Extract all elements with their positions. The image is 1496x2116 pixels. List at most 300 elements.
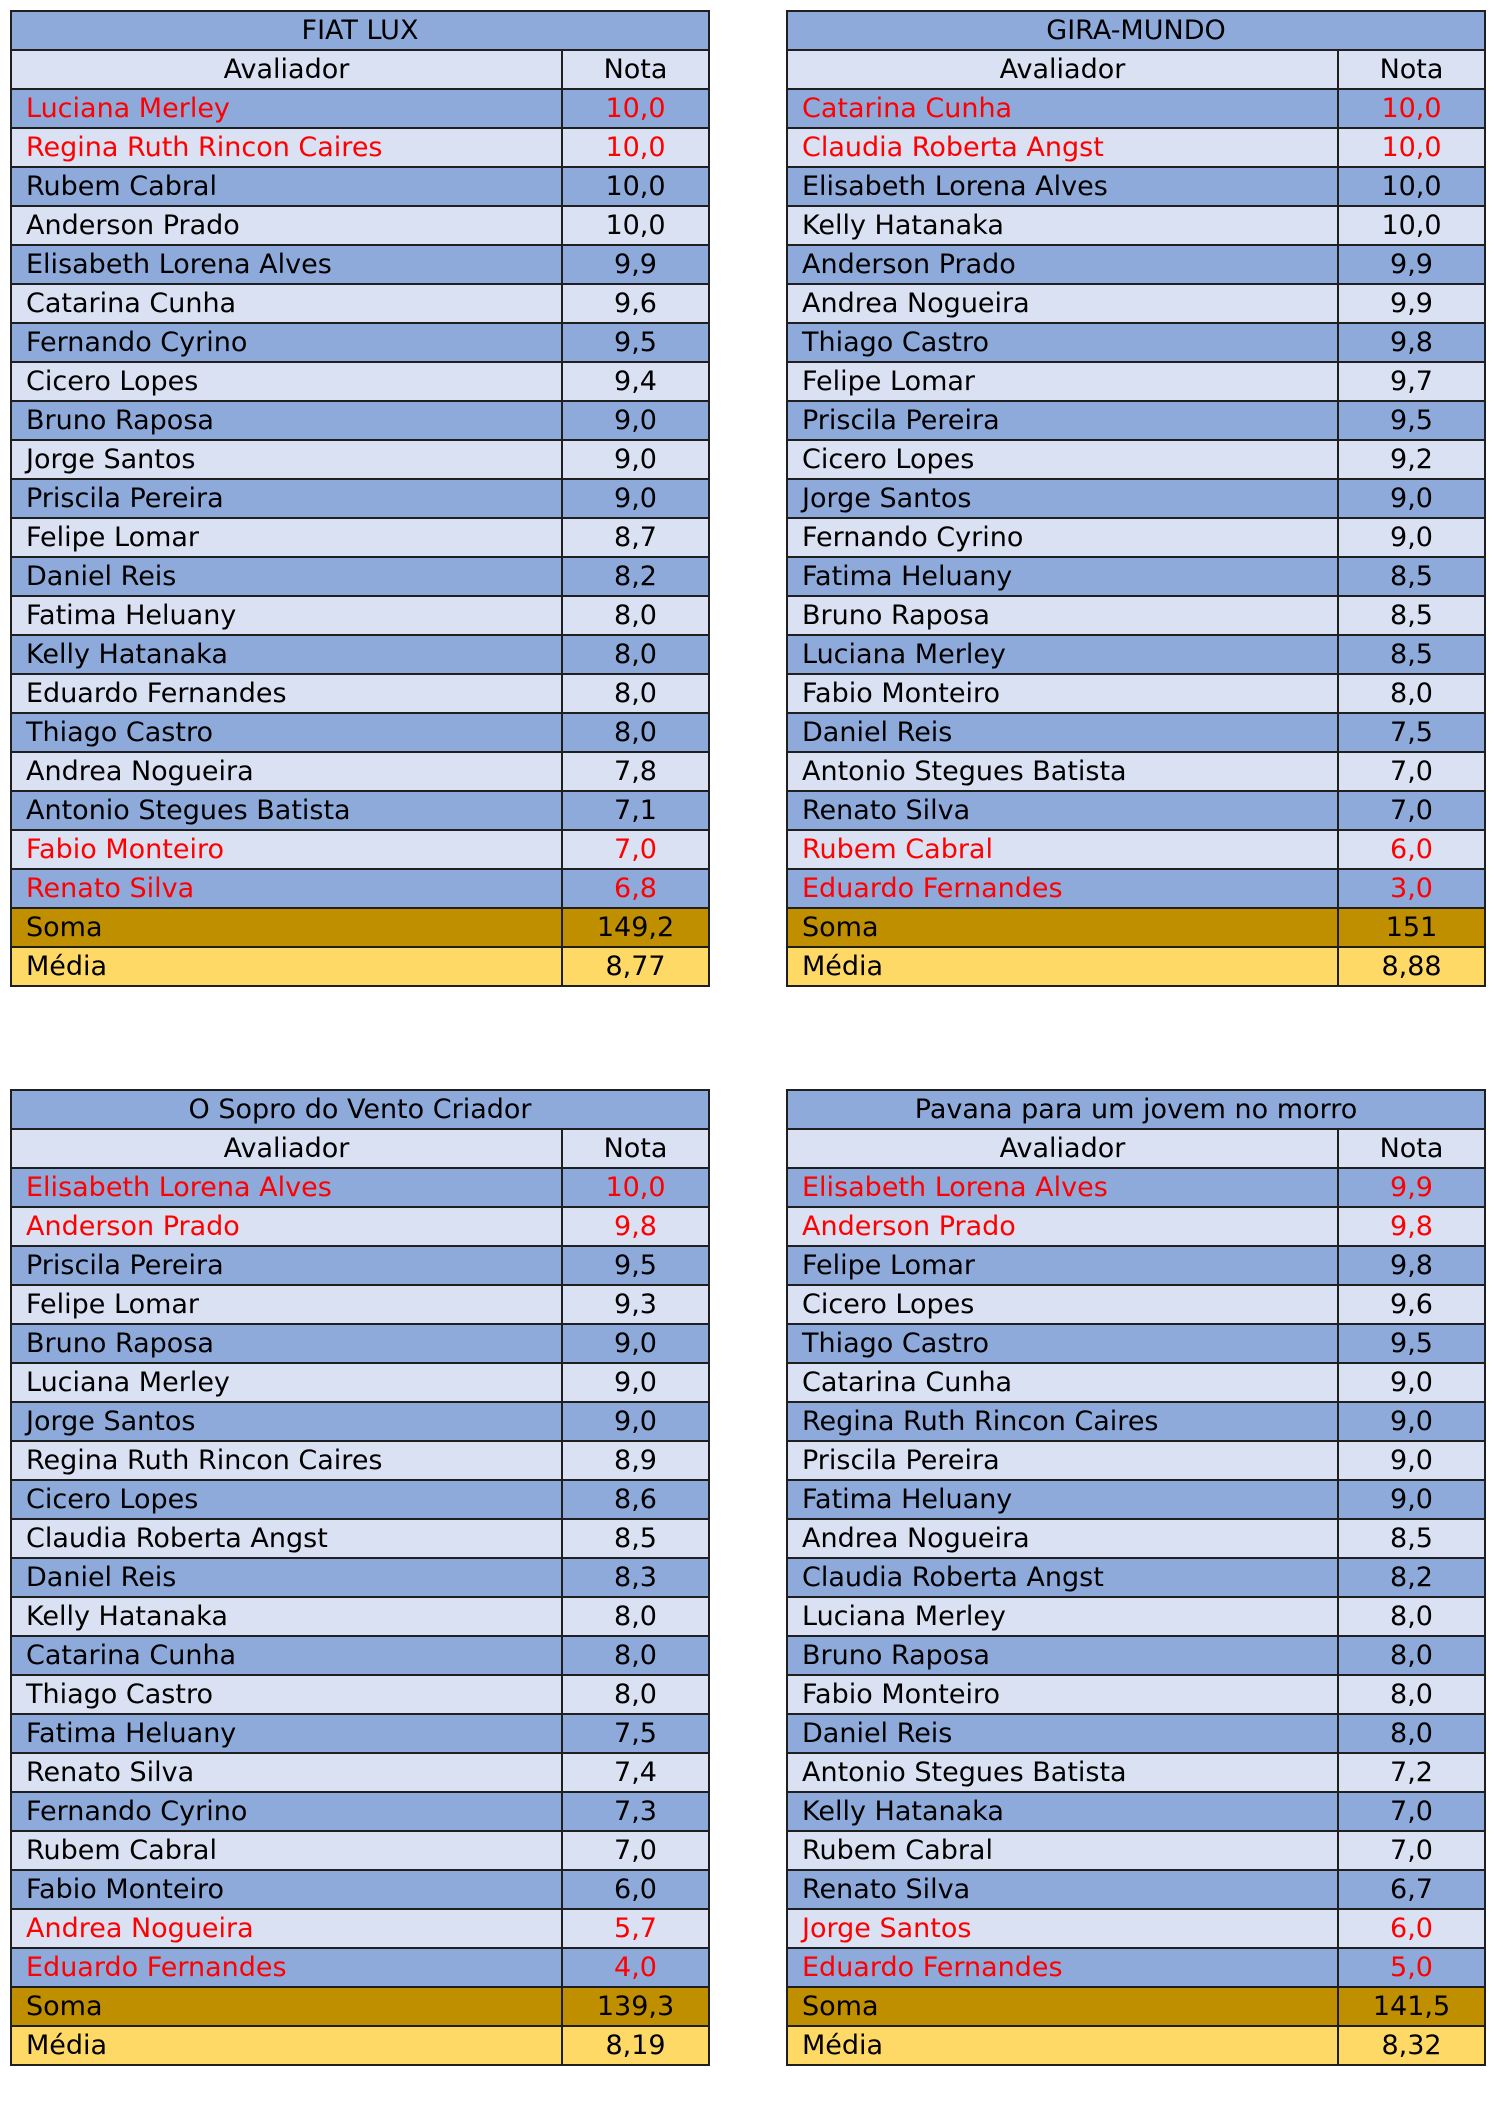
score-table-fiat-lux xyxy=(10,10,710,987)
evaluator-name: Renato Silva xyxy=(787,791,1338,830)
evaluator-score: 6,8 xyxy=(562,869,709,908)
table-row xyxy=(787,1753,1485,1792)
column-header-evaluator: Avaliador xyxy=(787,50,1338,89)
evaluator-name: Cicero Lopes xyxy=(11,1480,562,1519)
table-title: FIAT LUX xyxy=(11,11,709,50)
evaluator-score: 7,1 xyxy=(562,791,709,830)
evaluator-name: Luciana Merley xyxy=(11,1363,562,1402)
evaluator-name: Catarina Cunha xyxy=(11,1636,562,1675)
score-table-gira-mundo xyxy=(786,10,1486,987)
average-row xyxy=(787,947,1485,986)
evaluator-score: 6,7 xyxy=(1338,1870,1485,1909)
evaluator-score: 4,0 xyxy=(562,1948,709,1987)
evaluator-score: 9,8 xyxy=(1338,1246,1485,1285)
evaluator-score: 9,0 xyxy=(1338,518,1485,557)
table-row xyxy=(11,89,709,128)
table-row xyxy=(11,752,709,791)
evaluator-score: 8,2 xyxy=(562,557,709,596)
evaluator-score: 8,5 xyxy=(1338,635,1485,674)
evaluator-score: 8,0 xyxy=(562,1675,709,1714)
evaluator-score: 6,0 xyxy=(562,1870,709,1909)
average-label: Média xyxy=(11,947,562,986)
evaluator-score: 8,0 xyxy=(1338,1597,1485,1636)
evaluator-name: Luciana Merley xyxy=(787,635,1338,674)
evaluator-score: 9,2 xyxy=(1338,440,1485,479)
evaluator-score: 9,0 xyxy=(1338,479,1485,518)
table-title: GIRA-MUNDO xyxy=(787,11,1485,50)
table-row xyxy=(11,1519,709,1558)
sum-value: 149,2 xyxy=(562,908,709,947)
evaluator-score: 8,0 xyxy=(1338,1714,1485,1753)
table-row xyxy=(787,1168,1485,1207)
table-row xyxy=(787,713,1485,752)
evaluator-name: Eduardo Fernandes xyxy=(11,674,562,713)
evaluator-name: Thiago Castro xyxy=(787,323,1338,362)
table-title: Pavana para um jovem no morro xyxy=(787,1090,1485,1129)
evaluator-name: Priscila Pereira xyxy=(11,1246,562,1285)
evaluator-score: 9,6 xyxy=(1338,1285,1485,1324)
evaluator-score: 10,0 xyxy=(1338,89,1485,128)
evaluator-name: Cicero Lopes xyxy=(787,440,1338,479)
table-row xyxy=(11,1402,709,1441)
table-row xyxy=(11,1831,709,1870)
table-row xyxy=(11,245,709,284)
evaluator-name: Claudia Roberta Angst xyxy=(11,1519,562,1558)
evaluator-score: 9,5 xyxy=(1338,1324,1485,1363)
evaluator-name: Daniel Reis xyxy=(11,557,562,596)
table-row xyxy=(787,791,1485,830)
table-row xyxy=(11,1870,709,1909)
evaluator-name: Renato Silva xyxy=(787,1870,1338,1909)
evaluator-name: Bruno Raposa xyxy=(787,596,1338,635)
evaluator-score: 9,0 xyxy=(562,1363,709,1402)
evaluator-score: 8,0 xyxy=(562,596,709,635)
evaluator-name: Priscila Pereira xyxy=(787,401,1338,440)
table-row xyxy=(787,362,1485,401)
evaluator-name: Regina Ruth Rincon Caires xyxy=(11,128,562,167)
table-header-row xyxy=(11,50,709,89)
table-row xyxy=(11,1597,709,1636)
evaluator-score: 9,8 xyxy=(562,1207,709,1246)
sum-label: Soma xyxy=(787,908,1338,947)
evaluator-name: Eduardo Fernandes xyxy=(11,1948,562,1987)
evaluator-name: Cicero Lopes xyxy=(787,1285,1338,1324)
table-header-row xyxy=(11,1129,709,1168)
sum-value: 139,3 xyxy=(562,1987,709,2026)
table-row xyxy=(787,1558,1485,1597)
evaluator-name: Felipe Lomar xyxy=(11,518,562,557)
sum-row xyxy=(787,908,1485,947)
evaluator-score: 8,2 xyxy=(1338,1558,1485,1597)
table-row xyxy=(787,635,1485,674)
average-row xyxy=(11,2026,709,2065)
table-row xyxy=(787,284,1485,323)
evaluator-name: Antonio Stegues Batista xyxy=(787,752,1338,791)
sum-label: Soma xyxy=(11,1987,562,2026)
evaluator-name: Catarina Cunha xyxy=(11,284,562,323)
evaluator-name: Luciana Merley xyxy=(787,1597,1338,1636)
table-row xyxy=(787,1207,1485,1246)
evaluator-name: Antonio Stegues Batista xyxy=(11,791,562,830)
evaluator-name: Fatima Heluany xyxy=(11,1714,562,1753)
evaluator-name: Priscila Pereira xyxy=(11,479,562,518)
evaluator-score: 7,0 xyxy=(1338,752,1485,791)
evaluator-score: 8,6 xyxy=(562,1480,709,1519)
table-row xyxy=(787,869,1485,908)
evaluator-score: 8,0 xyxy=(562,1636,709,1675)
table-row xyxy=(11,791,709,830)
table-row xyxy=(787,128,1485,167)
table-row xyxy=(11,1207,709,1246)
evaluator-score: 5,7 xyxy=(562,1909,709,1948)
evaluator-score: 8,0 xyxy=(562,674,709,713)
evaluator-name: Fabio Monteiro xyxy=(787,1675,1338,1714)
table-row xyxy=(11,830,709,869)
evaluator-score: 7,0 xyxy=(1338,1831,1485,1870)
table-row xyxy=(11,635,709,674)
evaluator-name: Kelly Hatanaka xyxy=(11,635,562,674)
table-row xyxy=(787,1675,1485,1714)
evaluator-score: 3,0 xyxy=(1338,869,1485,908)
table-row xyxy=(11,1753,709,1792)
table-row xyxy=(787,1324,1485,1363)
evaluator-score: 9,9 xyxy=(562,245,709,284)
evaluator-name: Fabio Monteiro xyxy=(11,830,562,869)
evaluator-name: Fabio Monteiro xyxy=(787,674,1338,713)
evaluator-name: Daniel Reis xyxy=(11,1558,562,1597)
table-row xyxy=(11,1324,709,1363)
average-row xyxy=(11,947,709,986)
evaluator-score: 7,2 xyxy=(1338,1753,1485,1792)
evaluator-name: Eduardo Fernandes xyxy=(787,869,1338,908)
table-row xyxy=(787,323,1485,362)
sum-value: 151 xyxy=(1338,908,1485,947)
evaluator-score: 9,4 xyxy=(562,362,709,401)
average-label: Média xyxy=(787,2026,1338,2065)
evaluator-score: 8,0 xyxy=(1338,1675,1485,1714)
evaluator-score: 9,9 xyxy=(1338,245,1485,284)
evaluator-name: Regina Ruth Rincon Caires xyxy=(11,1441,562,1480)
evaluator-score: 7,5 xyxy=(562,1714,709,1753)
table-header-row xyxy=(787,1129,1485,1168)
evaluator-score: 9,0 xyxy=(562,440,709,479)
table-row xyxy=(11,401,709,440)
evaluator-name: Daniel Reis xyxy=(787,1714,1338,1753)
table-row xyxy=(11,1168,709,1207)
evaluator-score: 6,0 xyxy=(1338,830,1485,869)
table-row xyxy=(787,674,1485,713)
sum-label: Soma xyxy=(11,908,562,947)
table-row xyxy=(787,1519,1485,1558)
evaluator-score: 8,0 xyxy=(562,635,709,674)
table-row xyxy=(787,1792,1485,1831)
column-header-evaluator: Avaliador xyxy=(787,1129,1338,1168)
evaluator-name: Kelly Hatanaka xyxy=(11,1597,562,1636)
evaluator-score: 10,0 xyxy=(1338,128,1485,167)
table-row xyxy=(11,713,709,752)
table-row xyxy=(11,284,709,323)
evaluator-score: 7,4 xyxy=(562,1753,709,1792)
evaluator-name: Anderson Prado xyxy=(11,1207,562,1246)
evaluator-score: 9,5 xyxy=(562,323,709,362)
evaluator-name: Bruno Raposa xyxy=(11,1324,562,1363)
evaluator-name: Daniel Reis xyxy=(787,713,1338,752)
evaluator-name: Fatima Heluany xyxy=(11,596,562,635)
evaluator-score: 9,9 xyxy=(1338,284,1485,323)
evaluator-score: 7,3 xyxy=(562,1792,709,1831)
table-row xyxy=(11,1441,709,1480)
evaluator-score: 10,0 xyxy=(1338,206,1485,245)
evaluator-name: Fatima Heluany xyxy=(787,557,1338,596)
evaluator-name: Andrea Nogueira xyxy=(11,752,562,791)
evaluator-name: Antonio Stegues Batista xyxy=(787,1753,1338,1792)
evaluator-name: Fernando Cyrino xyxy=(787,518,1338,557)
evaluator-name: Claudia Roberta Angst xyxy=(787,128,1338,167)
evaluator-name: Felipe Lomar xyxy=(787,1246,1338,1285)
table-row xyxy=(787,206,1485,245)
table-row xyxy=(11,674,709,713)
table-row xyxy=(787,596,1485,635)
average-value: 8,77 xyxy=(562,947,709,986)
evaluator-score: 9,5 xyxy=(562,1246,709,1285)
evaluator-score: 8,0 xyxy=(562,1597,709,1636)
table-row xyxy=(11,1675,709,1714)
evaluator-name: Claudia Roberta Angst xyxy=(787,1558,1338,1597)
evaluator-score: 9,6 xyxy=(562,284,709,323)
sum-row xyxy=(11,908,709,947)
evaluator-name: Andrea Nogueira xyxy=(787,284,1338,323)
evaluator-name: Bruno Raposa xyxy=(787,1636,1338,1675)
evaluator-name: Jorge Santos xyxy=(787,479,1338,518)
table-row xyxy=(787,830,1485,869)
evaluator-score: 9,7 xyxy=(1338,362,1485,401)
score-table-pavana-para-um-jovem-no-morro xyxy=(786,1089,1486,2066)
evaluator-score: 9,0 xyxy=(562,401,709,440)
table-row xyxy=(787,1480,1485,1519)
evaluator-name: Renato Silva xyxy=(11,1753,562,1792)
table-row xyxy=(11,1246,709,1285)
evaluator-name: Catarina Cunha xyxy=(787,1363,1338,1402)
evaluator-score: 7,8 xyxy=(562,752,709,791)
table-row xyxy=(11,1285,709,1324)
table-row xyxy=(11,557,709,596)
table-row xyxy=(787,1285,1485,1324)
evaluator-score: 7,0 xyxy=(562,830,709,869)
evaluator-score: 7,5 xyxy=(1338,713,1485,752)
table-row xyxy=(11,362,709,401)
average-value: 8,32 xyxy=(1338,2026,1485,2065)
table-row xyxy=(11,440,709,479)
average-value: 8,88 xyxy=(1338,947,1485,986)
table-row xyxy=(11,1948,709,1987)
evaluator-name: Anderson Prado xyxy=(787,1207,1338,1246)
evaluator-score: 8,0 xyxy=(1338,1636,1485,1675)
average-label: Média xyxy=(11,2026,562,2065)
table-row xyxy=(11,869,709,908)
evaluator-name: Fernando Cyrino xyxy=(11,323,562,362)
evaluator-name: Thiago Castro xyxy=(787,1324,1338,1363)
table-row xyxy=(787,167,1485,206)
table-row xyxy=(11,1558,709,1597)
evaluator-score: 9,0 xyxy=(1338,1402,1485,1441)
table-row xyxy=(11,1792,709,1831)
table-row xyxy=(787,479,1485,518)
evaluator-score: 9,9 xyxy=(1338,1168,1485,1207)
evaluator-name: Jorge Santos xyxy=(11,440,562,479)
evaluator-name: Felipe Lomar xyxy=(787,362,1338,401)
table-row xyxy=(11,1909,709,1948)
table-row xyxy=(11,128,709,167)
column-header-score: Nota xyxy=(1338,1129,1485,1168)
table-header-row xyxy=(787,50,1485,89)
average-row xyxy=(787,2026,1485,2065)
evaluator-score: 10,0 xyxy=(562,89,709,128)
table-row xyxy=(787,557,1485,596)
evaluator-name: Catarina Cunha xyxy=(787,89,1338,128)
table-row xyxy=(787,1909,1485,1948)
evaluator-score: 9,8 xyxy=(1338,323,1485,362)
evaluator-name: Regina Ruth Rincon Caires xyxy=(787,1402,1338,1441)
score-table-o-sopro-do-vento-criador xyxy=(10,1089,710,2066)
column-header-score: Nota xyxy=(562,1129,709,1168)
evaluator-name: Fatima Heluany xyxy=(787,1480,1338,1519)
table-row xyxy=(787,401,1485,440)
table-row xyxy=(787,518,1485,557)
evaluator-name: Eduardo Fernandes xyxy=(787,1948,1338,1987)
table-row xyxy=(787,1948,1485,1987)
evaluator-name: Rubem Cabral xyxy=(11,1831,562,1870)
table-row xyxy=(787,1831,1485,1870)
table-row xyxy=(787,1597,1485,1636)
evaluator-name: Cicero Lopes xyxy=(11,362,562,401)
evaluator-name: Priscila Pereira xyxy=(787,1441,1338,1480)
table-row xyxy=(787,1402,1485,1441)
evaluator-name: Kelly Hatanaka xyxy=(787,206,1338,245)
column-header-score: Nota xyxy=(562,50,709,89)
table-row xyxy=(787,752,1485,791)
column-header-evaluator: Avaliador xyxy=(11,50,562,89)
evaluator-name: Elisabeth Lorena Alves xyxy=(11,1168,562,1207)
column-header-score: Nota xyxy=(1338,50,1485,89)
evaluator-score: 9,0 xyxy=(562,1402,709,1441)
evaluator-score: 9,5 xyxy=(1338,401,1485,440)
evaluator-name: Bruno Raposa xyxy=(11,401,562,440)
table-row xyxy=(11,1636,709,1675)
evaluator-name: Thiago Castro xyxy=(11,713,562,752)
evaluator-score: 9,8 xyxy=(1338,1207,1485,1246)
evaluator-name: Anderson Prado xyxy=(787,245,1338,284)
evaluator-score: 5,0 xyxy=(1338,1948,1485,1987)
table-row xyxy=(787,1441,1485,1480)
table-row xyxy=(787,245,1485,284)
table-row xyxy=(787,440,1485,479)
evaluator-name: Jorge Santos xyxy=(11,1402,562,1441)
evaluator-score: 9,0 xyxy=(562,479,709,518)
evaluator-score: 9,0 xyxy=(1338,1363,1485,1402)
table-title-row xyxy=(787,1090,1485,1129)
table-row xyxy=(11,323,709,362)
sum-row xyxy=(787,1987,1485,2026)
evaluator-score: 10,0 xyxy=(562,128,709,167)
table-row xyxy=(11,1363,709,1402)
evaluator-score: 6,0 xyxy=(1338,1909,1485,1948)
evaluator-score: 7,0 xyxy=(1338,1792,1485,1831)
table-row xyxy=(11,1714,709,1753)
evaluator-score: 7,0 xyxy=(562,1831,709,1870)
table-row xyxy=(787,1714,1485,1753)
table-title: O Sopro do Vento Criador xyxy=(11,1090,709,1129)
sum-row xyxy=(11,1987,709,2026)
table-title-row xyxy=(11,1090,709,1129)
evaluator-score: 10,0 xyxy=(1338,167,1485,206)
table-row xyxy=(787,1246,1485,1285)
evaluator-score: 9,0 xyxy=(1338,1441,1485,1480)
table-title-row xyxy=(11,11,709,50)
table-title-row xyxy=(787,11,1485,50)
evaluator-name: Rubem Cabral xyxy=(787,830,1338,869)
evaluator-name: Fernando Cyrino xyxy=(11,1792,562,1831)
evaluator-score: 9,0 xyxy=(562,1324,709,1363)
evaluator-name: Luciana Merley xyxy=(11,89,562,128)
evaluator-score: 9,3 xyxy=(562,1285,709,1324)
evaluator-score: 8,3 xyxy=(562,1558,709,1597)
table-row xyxy=(787,1870,1485,1909)
evaluator-name: Felipe Lomar xyxy=(11,1285,562,1324)
evaluator-name: Elisabeth Lorena Alves xyxy=(787,167,1338,206)
evaluator-score: 9,0 xyxy=(1338,1480,1485,1519)
evaluator-score: 8,9 xyxy=(562,1441,709,1480)
sum-label: Soma xyxy=(787,1987,1338,2026)
evaluator-name: Jorge Santos xyxy=(787,1909,1338,1948)
table-row xyxy=(787,1636,1485,1675)
evaluator-score: 7,0 xyxy=(1338,791,1485,830)
average-label: Média xyxy=(787,947,1338,986)
evaluator-name: Andrea Nogueira xyxy=(11,1909,562,1948)
evaluator-score: 8,5 xyxy=(562,1519,709,1558)
column-header-evaluator: Avaliador xyxy=(11,1129,562,1168)
evaluator-name: Andrea Nogueira xyxy=(787,1519,1338,1558)
table-row xyxy=(11,479,709,518)
evaluator-score: 10,0 xyxy=(562,167,709,206)
table-row xyxy=(11,167,709,206)
table-row xyxy=(787,89,1485,128)
table-row xyxy=(787,1363,1485,1402)
evaluator-score: 10,0 xyxy=(562,206,709,245)
evaluator-score: 8,5 xyxy=(1338,557,1485,596)
evaluator-score: 8,5 xyxy=(1338,596,1485,635)
table-row xyxy=(11,518,709,557)
evaluator-score: 8,5 xyxy=(1338,1519,1485,1558)
table-row xyxy=(11,596,709,635)
evaluator-score: 8,0 xyxy=(1338,674,1485,713)
evaluator-name: Rubem Cabral xyxy=(787,1831,1338,1870)
evaluator-name: Kelly Hatanaka xyxy=(787,1792,1338,1831)
sum-value: 141,5 xyxy=(1338,1987,1485,2026)
table-row xyxy=(11,1480,709,1519)
evaluator-score: 8,7 xyxy=(562,518,709,557)
evaluator-name: Rubem Cabral xyxy=(11,167,562,206)
evaluator-score: 10,0 xyxy=(562,1168,709,1207)
evaluator-name: Elisabeth Lorena Alves xyxy=(11,245,562,284)
table-row xyxy=(11,206,709,245)
evaluator-name: Fabio Monteiro xyxy=(11,1870,562,1909)
evaluator-name: Thiago Castro xyxy=(11,1675,562,1714)
evaluator-name: Elisabeth Lorena Alves xyxy=(787,1168,1338,1207)
evaluator-score: 8,0 xyxy=(562,713,709,752)
average-value: 8,19 xyxy=(562,2026,709,2065)
evaluator-name: Renato Silva xyxy=(11,869,562,908)
evaluator-name: Anderson Prado xyxy=(11,206,562,245)
